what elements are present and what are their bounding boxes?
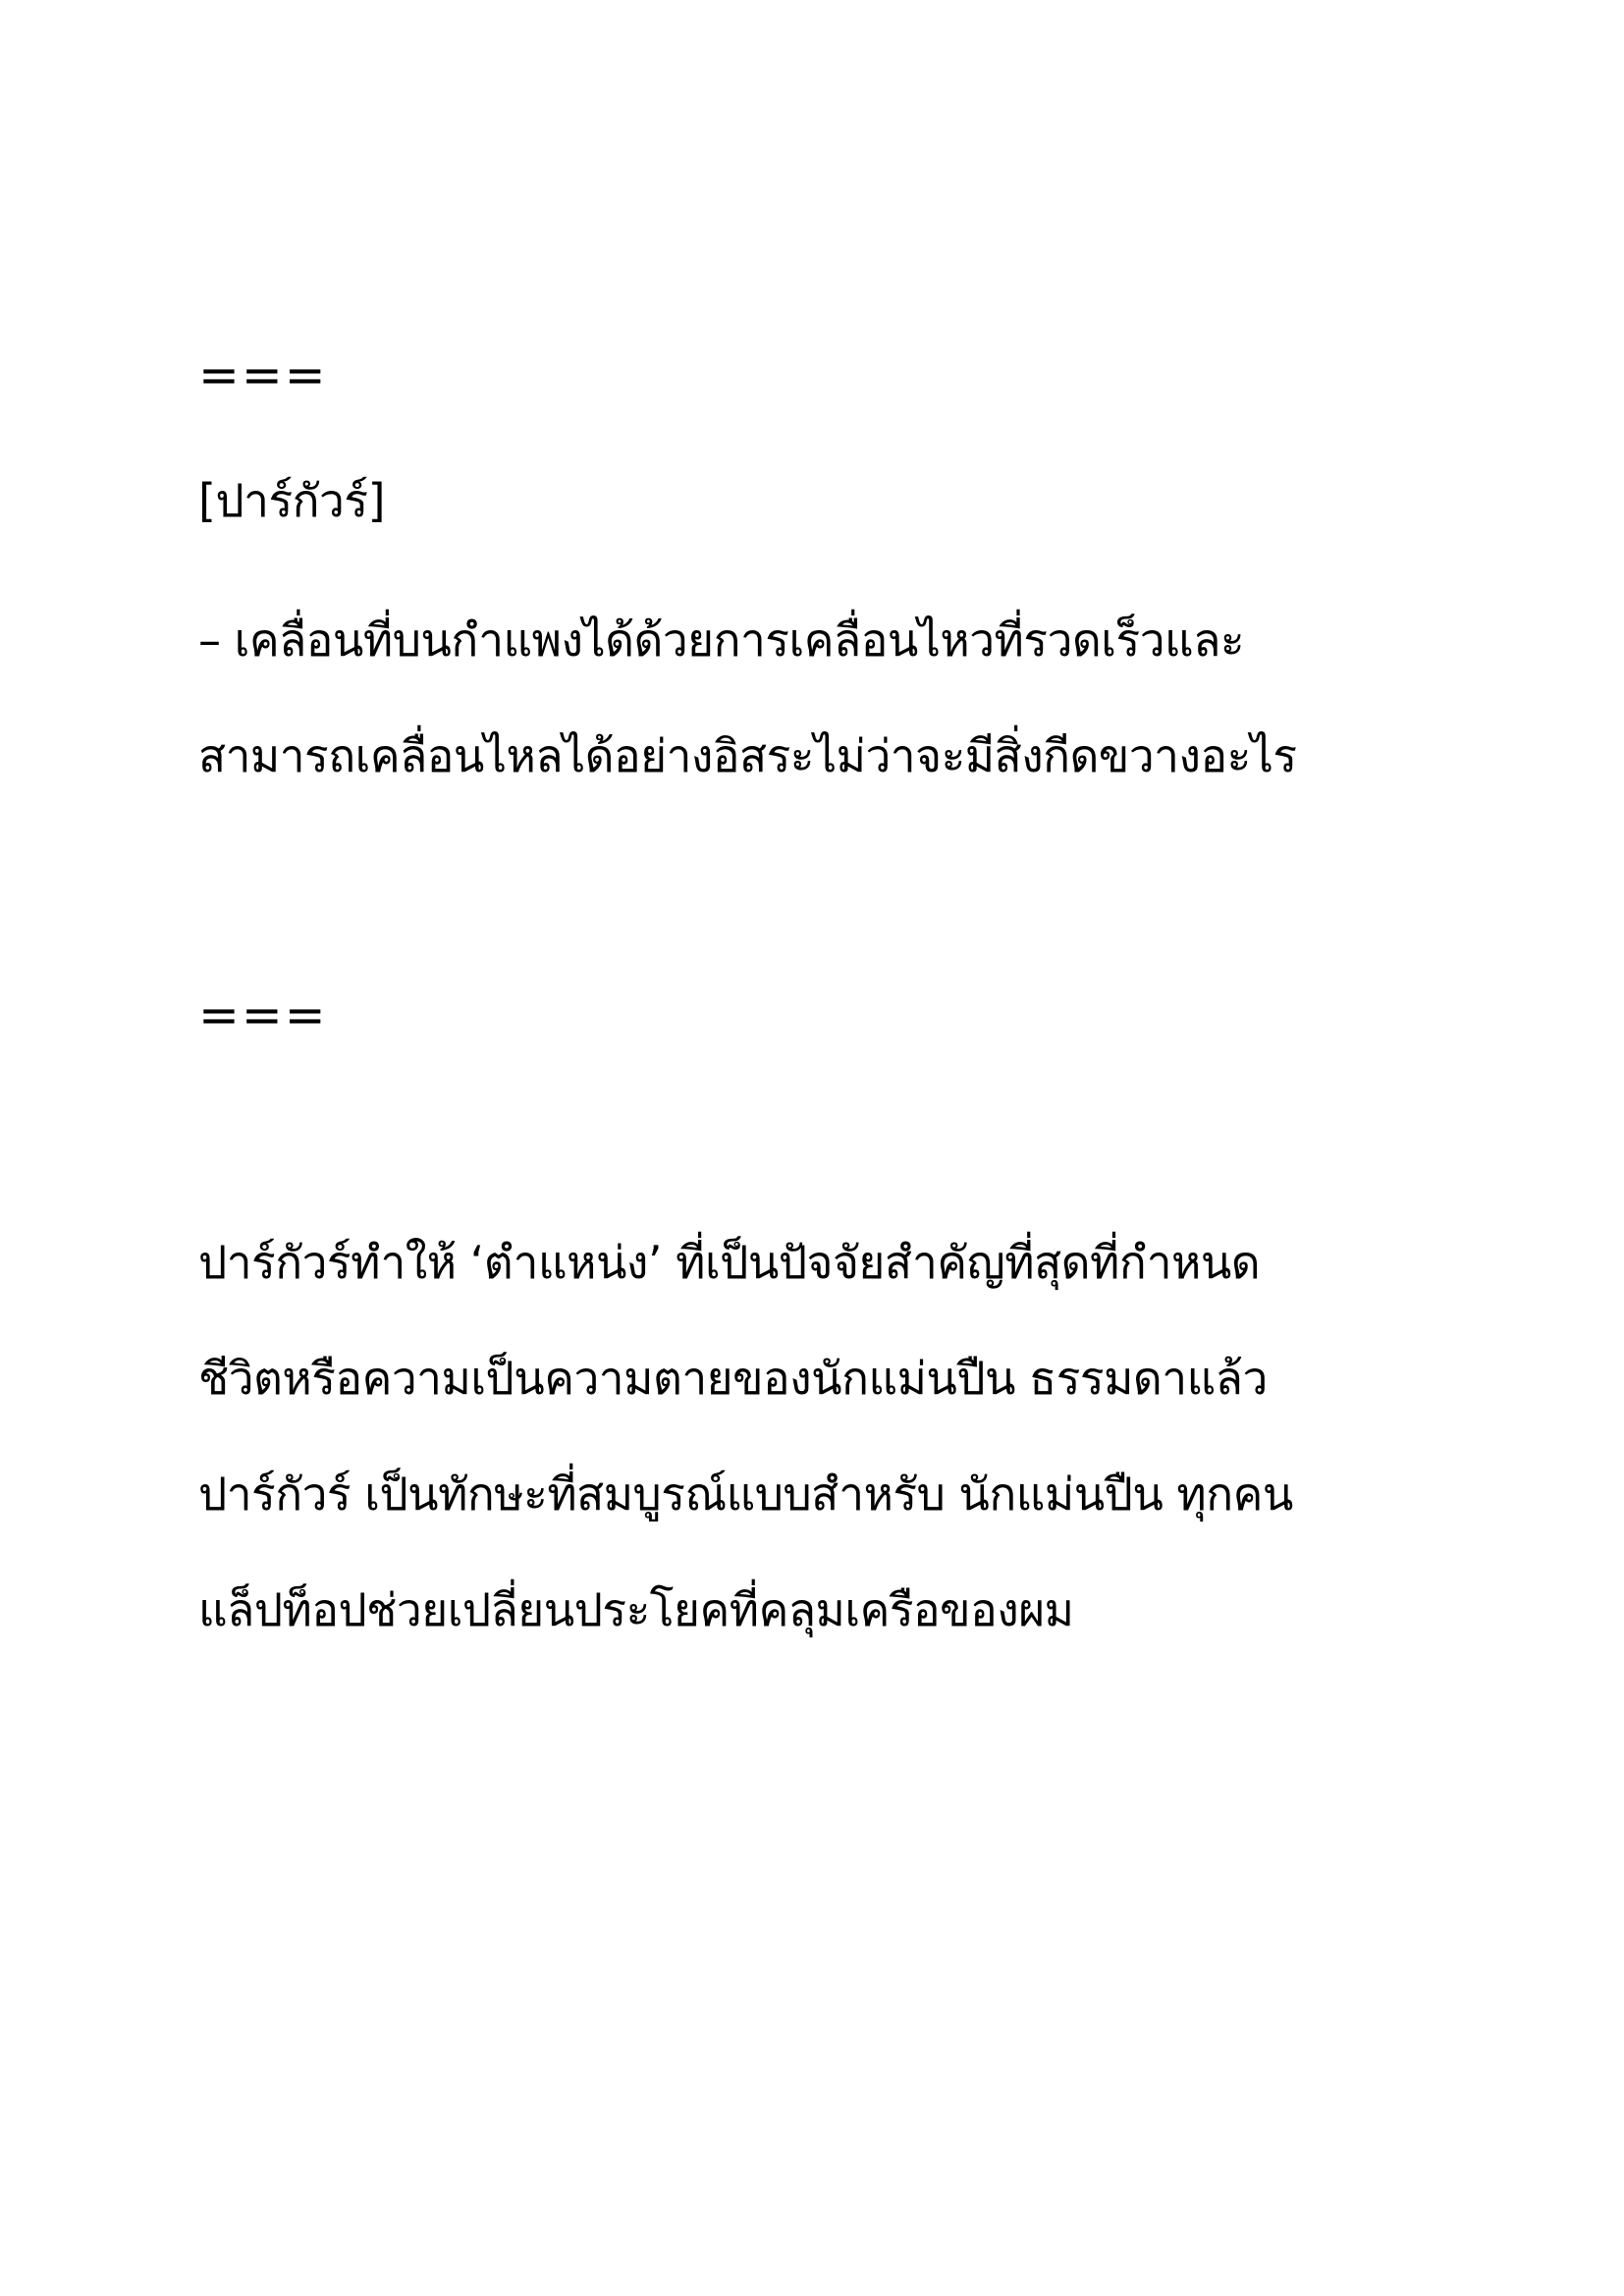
body-line-1: ปาร์กัวร์ทำให้ ‘ตำแหน่ง’ ที่เป็นปัจจัยสำคัญที่สุดที่กำหนด: [198, 1236, 1261, 1289]
definition-line-2: สามารถเคลื่อนไหลได้อย่างอิสระไม่ว่าจะมีสิ่งกีดขวางอะไร: [198, 729, 1297, 782]
term-heading: [ปาร์กัวร์]: [198, 474, 386, 527]
definition-line-1: – เคลื่อนที่บนกำแพงได้ด้วยการเคลื่อนไหวที่รวดเร็วและ: [198, 614, 1245, 667]
body-line-2: ชีวิตหรือความเป็นความตายของนักแม่นปืน ธรรมดาแล้ว: [198, 1352, 1268, 1405]
section-divider-bottom: ===: [198, 987, 328, 1043]
section-divider-top: ===: [198, 347, 328, 403]
body-line-3: ปาร์กัวร์ เป็นทักษะที่สมบูรณ์แบบสำหรับ นักแม่นปืน ทุกคน: [198, 1468, 1293, 1521]
body-line-4: แล็ปท็อปช่วยเปลี่ยนประโยคที่คลุมเครือของผม: [198, 1583, 1074, 1636]
